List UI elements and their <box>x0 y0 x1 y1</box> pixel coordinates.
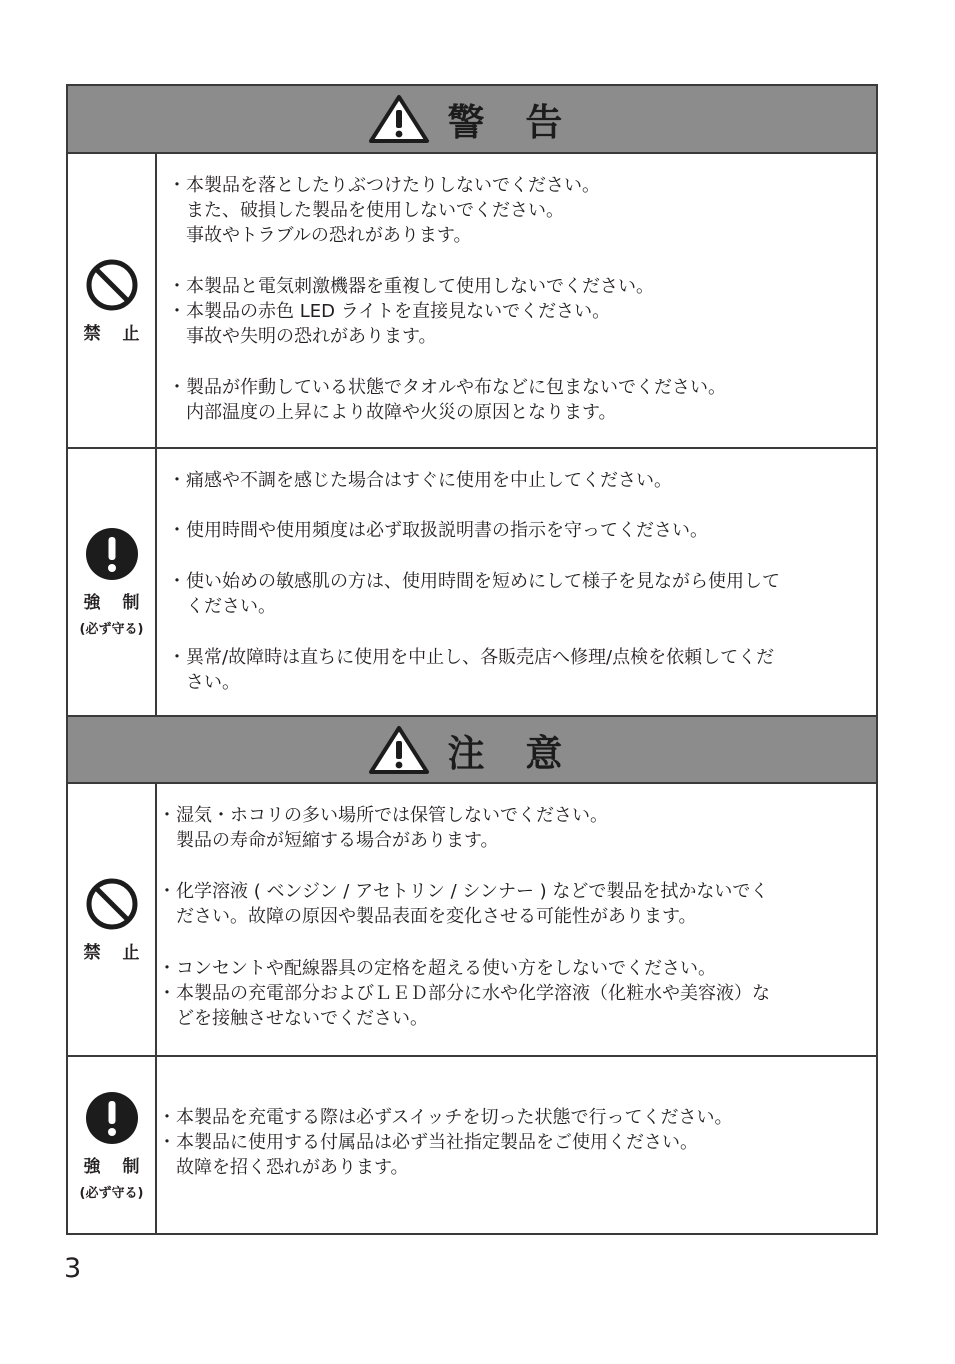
column-divider <box>155 154 157 447</box>
warning-header <box>68 86 876 152</box>
prohibit-label: 禁 止 <box>83 942 148 963</box>
list-item: ・本製品を充電する際は必ずスイッチを切った状態で行ってください。 <box>158 1107 733 1128</box>
divider <box>68 782 876 784</box>
column-divider <box>155 1057 157 1235</box>
list-item: ・コンセントや配線器具の定格を超える使い方をしないでください。 <box>158 958 716 979</box>
column-divider <box>155 449 157 715</box>
prohibit-label: 禁 止 <box>83 323 148 344</box>
safety-table <box>66 84 878 1235</box>
list-item: ・痛感や不調を感じた場合はすぐに使用を中止してください。 <box>168 470 672 491</box>
list-item: ・製品が作動している状態でタオルや布などに包まないでください。 内部温度の上昇により故障や火災の原因となります。 <box>168 377 726 423</box>
list-item: ・本製品を落としたりぶつけたりしないでください。 また、破損した製品を使用しないでください。 事故やトラブルの恐れがあります。 <box>168 175 600 246</box>
caution-title: 注 意 <box>447 731 577 775</box>
list-item: ・湿気・ホコリの多い場所では保管しないでください。 製品の寿命が短縮する場合があります。 <box>158 805 608 851</box>
mandatory-label: 強 制 <box>83 1157 148 1177</box>
page-number: 3 <box>64 1253 82 1284</box>
divider <box>68 1055 876 1057</box>
divider <box>68 152 876 154</box>
warning-mandatory-symbol <box>68 449 155 715</box>
list-item: ・使い始めの敏感肌の方は、使用時間を短めにして様子を見ながら使用して ください。 <box>168 571 780 617</box>
list-item: ・化学溶液 ( ベンジン / アセトリン / シンナー ) などで製品を拭かないでく ださい。故障の原因や製品表面を変化させる可能性があります。 <box>158 881 769 927</box>
prohibition-icon <box>85 877 139 931</box>
column-divider <box>155 784 157 1055</box>
list-item: ・本製品に使用する付属品は必ず当社指定製品をご使用ください。 故障を招く恐れがあります。 <box>158 1132 698 1178</box>
caution-prohibit-symbol <box>68 784 155 1055</box>
caution-triangle-icon <box>368 725 430 775</box>
warning-prohibit-symbol <box>68 154 155 447</box>
warning-title: 警 告 <box>447 101 577 144</box>
list-item: ・本製品の赤色 LED ライトを直接見ないでください。 事故や失明の恐れがあります。 <box>168 301 611 347</box>
mandatory-label: 強 制 <box>83 593 148 613</box>
mandatory-sublabel: (必ず守る) <box>79 1186 144 1201</box>
mandatory-sublabel: (必ず守る) <box>79 622 144 637</box>
list-item: ・使用時間や使用頻度は必ず取扱説明書の指示を守ってください。 <box>168 520 708 541</box>
warning-triangle-icon <box>368 94 430 144</box>
list-item: ・本製品の充電部分およびＬＥＤ部分に水や化学溶液（化粧水や美容液）な どを接触させないでください。 <box>158 983 770 1029</box>
divider <box>68 447 876 449</box>
exclamation-icon <box>85 1091 139 1145</box>
exclamation-icon <box>85 527 139 581</box>
caution-mandatory-symbol <box>68 1057 155 1235</box>
caution-header <box>68 717 876 782</box>
list-item: ・異常/故障時は直ちに使用を中止し、各販売店へ修理/点検を依頼してくだ さい。 <box>168 647 775 693</box>
list-item: ・本製品と電気刺激機器を重複して使用しないでください。 <box>168 276 654 297</box>
prohibition-icon <box>85 258 139 312</box>
